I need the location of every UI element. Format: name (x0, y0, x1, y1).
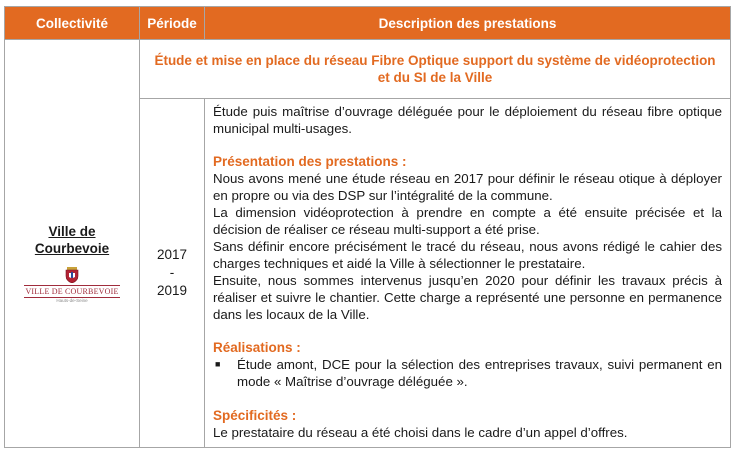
client-cell (5, 40, 140, 448)
courbevoie-coat-of-arms-icon (65, 267, 79, 283)
square-bullet-icon: ■ (215, 359, 221, 369)
presentation-paragraph-3: Sans définir encore précisément le tracé du réseau, nous avons rédigé le cahier des charges techniques et aidé la Ville à sélectionner le prestataire. (213, 239, 722, 271)
period-cell (140, 99, 205, 448)
presentation-paragraph-2: La dimension vidéoprotection à prendre en compte a été ensuite précisée et la décision de réaliser ce réseau multi-support a été prise. (213, 205, 722, 237)
presentation-title: Présentation des prestations : (213, 154, 407, 169)
presentation-paragraph-1: Nous avons mené une étude réseau en 2017 pour définir le réseau otique à déployer en propre ou via des DSP sur l’intégralité de la commune. (213, 171, 722, 203)
client-name (5, 223, 139, 257)
project-row (5, 40, 731, 99)
prestations-sheet (4, 6, 730, 448)
description-cell (205, 99, 731, 448)
spacer (213, 390, 722, 407)
header-collectivite: Collectivité (5, 7, 140, 40)
client-logo (24, 267, 120, 304)
presentation-paragraph-4: Ensuite, nous sommes intervenus jusqu’en 2020 pour définir les travaux précis à réaliser et suivre le chantier. Cette charge a représenté une personne en permanence dans les locaux de la Ville. (213, 273, 722, 322)
realisations-item (213, 356, 722, 390)
description-intro: Étude puis maîtrise d’ouvrage déléguée pour le déploiement du réseau fibre optique municipal multi-usages. (213, 104, 722, 136)
specificites-text: Le prestataire du réseau a été choisi dans le cadre d’un appel d’offres. (213, 425, 628, 440)
realisations-title: Réalisations : (213, 340, 301, 355)
period-separator: - (169, 265, 175, 280)
client-logo-subtext: Hauts-de-Seine (56, 298, 88, 303)
specificites-title: Spécificités : (213, 408, 297, 423)
spacer (213, 137, 722, 153)
client-name-line1: Ville de (48, 224, 96, 239)
period-start: 2017 (156, 247, 188, 262)
period-end: 2019 (156, 283, 188, 298)
prestations-table (4, 6, 731, 448)
spacer (213, 323, 722, 339)
header-description: Description des prestations (205, 7, 731, 40)
header-periode: Période (140, 7, 205, 40)
header-row (5, 7, 731, 40)
realisations-item-text: Étude amont, DCE pour la sélection des entreprises travaux, suivi permanent en mode « Maîtrise d’ouvrage déléguée ». (237, 357, 722, 389)
client-name-line2: Courbevoie (34, 241, 110, 256)
project-title: Étude et mise en place du réseau Fibre Optique support du système de vidéoprotection et du SI de la Ville (140, 40, 731, 99)
client-logo-text: VILLE DE COURBEVOIE (25, 287, 119, 296)
